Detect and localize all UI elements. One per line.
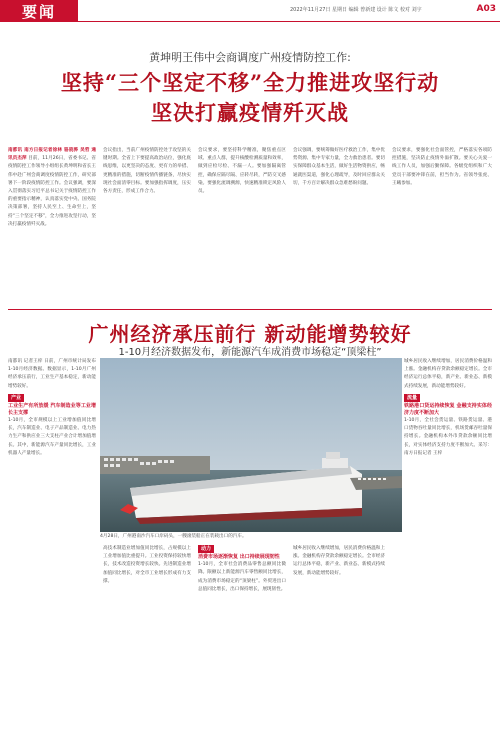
article2-headline: 广州经济承压前行 新动能增势较好 (88, 322, 412, 346)
article2-subhead: 1-10月经济数据发布，新能源汽车成消费市场稳定“顶梁柱” (118, 347, 382, 358)
tag-industry: 产业 (8, 394, 24, 402)
article2-col1 (8, 358, 96, 738)
article1-col1-text: 目前，11月26日，省委书记、省疫情防控工作领导小组组长黄坤明和省长王伟中赴广州会商调度疫情防控工作，研究部署下一阶段疫情防控工作。会议强调，要深入贯彻落实习近平总书记关于疫情防控工作的重要指示精神，认真落实党中央、国务院决策部署，坚持人民至上、生命至上，坚持“三个坚定不移”，全力推进攻坚行动，坚决打赢疫情歼灭战。 (8, 156, 96, 227)
article2-col3-text: 1-10月，全市社会消费品零售总额同比微降。限额以上新能源汽车零售额同比增长，成为消费市场稳定的“顶梁柱”。外贸进出口总值同比增长，出口保持增长，展现韧性。 (198, 562, 286, 592)
photo-caption: 4月28日，广州港南沙汽车口岸码头，一艘滚装船正在装载出口的汽车。 (100, 534, 247, 539)
section-divider (8, 309, 492, 310)
article1-byline: 南都讯 南方日报记者徐林 骆骁骅 吴哲 通讯员杰萍 (8, 148, 96, 162)
article2-col5 (404, 358, 492, 738)
issue-info: 2022年11月27日 星期日 编辑 曾新建 设计 陈文 校对 刘宇 (290, 7, 422, 13)
tag-momentum: 动力 (198, 545, 214, 553)
section-badge: 要闻 (0, 0, 78, 22)
article2-intro: 南都讯 记者王梓 日前，广州市统计局发布1-10月经济数据。数据显示，1-10月广州经济承压前行，工业生产基本稳定，新动能增势较好。 (8, 359, 96, 389)
article2-col4: 城乡居民收入继续增加，居民消费价格温和上涨。金融机构存贷款余额稳定增长。全市经济运行总体平稳，新产业、新业态、新模式持续发展，新动能增势较好。 (293, 546, 385, 576)
tag-momentum-title: 消费市场逐渐恢复 出口持续展现韧性 (198, 554, 280, 561)
article1-col1 (8, 147, 96, 307)
article1-col3: 会议要求，要坚持科学精准，聚焦重点区域、重点人群，提升核酸检测质量和效率，做到应检尽检、不漏一人。要加强隔离管控，确保应隔尽隔、应转尽转，严防交叉感染。要强化流调溯源，快速精准锁定风险人员。 (198, 148, 286, 195)
page-header (0, 0, 500, 22)
article2-col2: 高技术制造业增加值同比增长，占规模以上工业增加值比重提升。工业投资保持较快增长，技术改造投资增长较快。先进制造业增加值同比增长，对全市工业增长形成有力支撑。 (103, 546, 191, 584)
page-number: A03 (476, 4, 496, 14)
article2-col5-lead: 城乡居民收入继续增加，居民消费价格温和上涨。金融机构存贷款余额稳定增长。全市经济运行总体平稳，新产业、新业态、新模式持续发展，新动能增势较好。 (404, 359, 492, 389)
car-carrier-ship-image (100, 358, 402, 532)
tag-industry-title: 工业生产有所放缓 汽车制造业等工业增长主支撑 (8, 403, 96, 417)
article1-col4: 会议强调，要统筹做好医疗救治工作，集中优势资源、集中专家力量，全力救治患者。要切实保障群众基本生活，做好生活物资供应，畅通就医渠道，强化心理疏导，及时回应群众关切，千方百计解决群众急难愁盼问题。 (293, 148, 385, 186)
article1-kicker: 黄坤明王伟中会商调度广州疫情防控工作: (149, 51, 351, 64)
article2-col3 (198, 545, 286, 740)
article1-headline-line1: 坚持“三个坚定不移”全力推进攻坚行动 (60, 70, 440, 95)
article1-col2: 会议指出，当前广州疫情防控处于攻坚的关键时期。全省上下要提高政治站位，强化底线思维，以更坚决的态度、更有力的举措、更精准的措施，切断疫情传播链条，尽快实现社会面清零目标。要加强指挥调度，压实各方责任，形成工作合力。 (103, 148, 191, 195)
article1-headline-line2: 坚决打赢疫情歼灭战 (151, 100, 349, 125)
tag-flow: 流量 (404, 394, 420, 402)
port-photo (100, 358, 402, 532)
tag-flow-title: 铁路港口货运持续恢复 金融支持实体经济力度不断加大 (404, 403, 492, 417)
article1-col5: 会议要求，要强化社会面管控，严格落实各项防控措施，坚决防止疫情外溢扩散。要关心关爱一线工作人员，加强后勤保障。各级党组织和广大党员干部要冲锋在前，担当作为。省领导张虎、王曦参加。 (392, 148, 492, 186)
article2-col1-text: 1-10月，全市规模以上工业增加值同比增长，汽车制造业、电子产品制造业、电力热力生产和供应业三大支柱产业合计增加值增长。其中，新能源汽车产量同比增长，工业机器人产量增长。 (8, 418, 96, 456)
article2-col5-text: 1-10月，全社会货运量、铁路货运量、港口货物吞吐量同比增长，机场货邮吞吐量保持增长。金融机构本外币贷款余额同比增长，对实体经济支持力度不断加大。采写：南方日报记者 王梓 (404, 418, 492, 456)
